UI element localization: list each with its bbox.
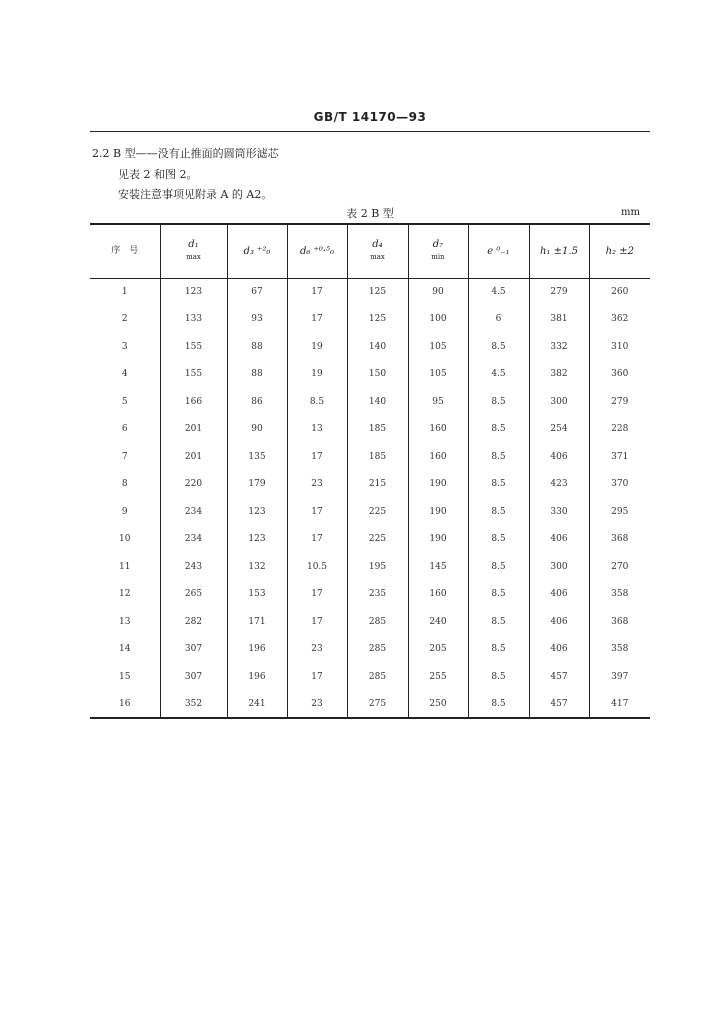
section-heading: 2.2 B 型——没有止推面的圆筒形滤芯 xyxy=(92,147,279,160)
table-unit: mm xyxy=(621,207,640,218)
table-cell: 279 xyxy=(529,278,589,306)
table-cell: 4.5 xyxy=(468,361,529,389)
table-cell: 6 xyxy=(468,306,529,334)
table-cell: 8.5 xyxy=(468,416,529,444)
table-cell: 90 xyxy=(227,416,287,444)
table-row xyxy=(90,471,650,499)
table-cell: 86 xyxy=(227,388,287,416)
row-number-cell: 9 xyxy=(121,506,128,517)
column-header-symbol: h₁ ±1.5 xyxy=(540,245,578,257)
table-cell: 8.5 xyxy=(287,388,347,416)
table-cell: 241 xyxy=(227,691,287,719)
table-cell: 406 xyxy=(529,608,589,636)
table-cell: 145 xyxy=(408,553,468,581)
table-cell: 371 xyxy=(589,443,650,471)
table-cell: 205 xyxy=(408,636,468,664)
table-cell: 19 xyxy=(287,333,347,361)
column-header-qualifier: max xyxy=(370,253,385,262)
table-cell: 8.5 xyxy=(468,691,529,719)
table-cell: 8.5 xyxy=(468,443,529,471)
table-cell: 457 xyxy=(529,691,589,719)
table-cell: 8.5 xyxy=(468,553,529,581)
table-cell: 382 xyxy=(529,361,589,389)
table-row xyxy=(90,333,650,361)
table-cell: 285 xyxy=(347,663,408,691)
table-row xyxy=(90,416,650,444)
row-number-cell: 16 xyxy=(90,691,160,719)
column-header-symbol: 序 号 xyxy=(111,245,139,256)
table-cell: 279 xyxy=(589,388,650,416)
table-cell: 196 xyxy=(227,663,287,691)
table-cell: 17 xyxy=(287,663,347,691)
table-cell: 406 xyxy=(529,581,589,609)
table-cell: 155 xyxy=(160,333,227,361)
table-cell: 140 xyxy=(347,388,408,416)
table-cell: 17 xyxy=(287,498,347,526)
table-cell: 406 xyxy=(529,526,589,554)
table-row xyxy=(90,553,650,581)
table-row xyxy=(90,388,650,416)
column-header-symbol: d₆ ⁺⁰·⁵₀ xyxy=(299,245,335,257)
table-cell: 260 xyxy=(589,278,650,306)
table-cell: 190 xyxy=(408,471,468,499)
table-cell: 352 xyxy=(160,691,227,719)
table-cell: 295 xyxy=(589,498,650,526)
column-header xyxy=(287,224,347,278)
table-cell: 123 xyxy=(227,526,287,554)
table-cell: 255 xyxy=(408,663,468,691)
table-cell: 185 xyxy=(347,416,408,444)
table-cell: 234 xyxy=(160,526,227,554)
table-cell: 225 xyxy=(347,526,408,554)
row-number-cell: 2 xyxy=(121,314,128,325)
table-cell: 17 xyxy=(287,526,347,554)
table-cell: 220 xyxy=(160,471,227,499)
table-cell: 240 xyxy=(408,608,468,636)
table-cell: 155 xyxy=(160,361,227,389)
table-row xyxy=(90,608,650,636)
column-header-symbol: e ⁰₋₁ xyxy=(487,245,510,257)
table-cell: 132 xyxy=(227,553,287,581)
table-cell: 282 xyxy=(160,608,227,636)
row-number-cell: 1 xyxy=(121,287,128,297)
dimension-table xyxy=(90,223,650,719)
header-row xyxy=(90,224,650,278)
column-header xyxy=(347,224,408,278)
table-row xyxy=(90,691,650,719)
column-header xyxy=(468,224,529,278)
row-number-cell: 5 xyxy=(121,396,128,407)
column-header xyxy=(160,224,227,278)
table-cell: 17 xyxy=(287,581,347,609)
table-cell: 8.5 xyxy=(468,498,529,526)
table-cell: 201 xyxy=(160,416,227,444)
table-cell: 105 xyxy=(408,361,468,389)
table-cell: 275 xyxy=(347,691,408,719)
table-cell: 285 xyxy=(347,636,408,664)
table-cell: 8.5 xyxy=(468,663,529,691)
table-header xyxy=(90,224,650,278)
table-row xyxy=(90,498,650,526)
table-cell: 95 xyxy=(408,388,468,416)
table-cell: 330 xyxy=(529,498,589,526)
table-cell: 196 xyxy=(227,636,287,664)
table-cell: 370 xyxy=(589,471,650,499)
table-row xyxy=(90,443,650,471)
table-cell: 140 xyxy=(347,333,408,361)
table-cell: 265 xyxy=(160,581,227,609)
row-number-cell: 6 xyxy=(121,424,128,435)
row-number-cell: 8 xyxy=(121,479,128,490)
column-header xyxy=(529,224,589,278)
table-cell: 133 xyxy=(160,306,227,334)
table-cell: 234 xyxy=(160,498,227,526)
table-cell: 417 xyxy=(589,691,650,719)
table-cell: 88 xyxy=(227,361,287,389)
table-cell: 368 xyxy=(589,608,650,636)
table-caption: 表 2 B 型 xyxy=(346,207,394,220)
table-cell: 8.5 xyxy=(468,608,529,636)
table-cell: 90 xyxy=(408,278,468,306)
column-header-symbol: d₄ xyxy=(372,239,383,251)
column-header-symbol: h₂ ±2 xyxy=(605,245,634,257)
table-cell: 17 xyxy=(287,278,347,306)
table-row xyxy=(90,361,650,389)
table-cell: 185 xyxy=(347,443,408,471)
table-cell: 381 xyxy=(529,306,589,334)
standard-number: GB/T 14170—93 xyxy=(313,110,427,124)
table-cell: 8.5 xyxy=(468,333,529,361)
row-number-cell: 3 xyxy=(121,341,128,352)
table-cell: 13 xyxy=(287,416,347,444)
table-cell: 171 xyxy=(227,608,287,636)
column-header-qualifier: max xyxy=(186,253,201,262)
row-number-cell: 11 xyxy=(119,561,131,572)
row-number-cell: 13 xyxy=(119,616,131,627)
table-cell: 358 xyxy=(589,636,650,664)
row-number-cell: 12 xyxy=(119,589,131,600)
table-cell: 254 xyxy=(529,416,589,444)
table-cell: 307 xyxy=(160,663,227,691)
table-cell: 17 xyxy=(287,443,347,471)
table-cell: 17 xyxy=(287,608,347,636)
table-cell: 166 xyxy=(160,388,227,416)
table-cell: 160 xyxy=(408,443,468,471)
table-cell: 8.5 xyxy=(468,636,529,664)
table-cell: 300 xyxy=(529,388,589,416)
paragraph-reference: 见表 2 和图 2。 xyxy=(118,168,198,181)
table-cell: 285 xyxy=(347,608,408,636)
column-header xyxy=(589,224,650,278)
table-cell: 150 xyxy=(347,361,408,389)
table-cell: 4.5 xyxy=(468,278,529,306)
table-cell: 250 xyxy=(408,691,468,719)
table-cell: 406 xyxy=(529,636,589,664)
column-header xyxy=(408,224,468,278)
row-number-cell: 15 xyxy=(119,671,131,682)
table-cell: 123 xyxy=(227,498,287,526)
table-cell: 8.5 xyxy=(468,471,529,499)
column-header-symbol: d₁ xyxy=(188,239,199,251)
table-cell: 228 xyxy=(589,416,650,444)
table-cell: 10.5 xyxy=(287,553,347,581)
table-cell: 457 xyxy=(529,663,589,691)
paragraph-installation-note: 安装注意事项见附录 A 的 A2。 xyxy=(118,188,273,201)
table-cell: 235 xyxy=(347,581,408,609)
table-cell: 201 xyxy=(160,443,227,471)
table-cell: 93 xyxy=(227,306,287,334)
column-header-symbol: d₃ ⁺²₀ xyxy=(243,245,271,257)
table-cell: 100 xyxy=(408,306,468,334)
table-cell: 362 xyxy=(589,306,650,334)
table-cell: 88 xyxy=(227,333,287,361)
table-cell: 225 xyxy=(347,498,408,526)
table-row xyxy=(90,581,650,609)
table-cell: 368 xyxy=(589,526,650,554)
table-cell: 135 xyxy=(227,443,287,471)
table-cell: 397 xyxy=(589,663,650,691)
table-cell: 190 xyxy=(408,498,468,526)
column-header xyxy=(90,224,160,278)
table-cell: 195 xyxy=(347,553,408,581)
table-cell: 23 xyxy=(287,471,347,499)
row-number-cell: 10 xyxy=(119,534,131,545)
column-header xyxy=(227,224,287,278)
table-cell: 8.5 xyxy=(468,526,529,554)
table-row xyxy=(90,663,650,691)
row-number-cell: 7 xyxy=(121,451,128,462)
table-row xyxy=(90,278,650,306)
table-cell: 179 xyxy=(227,471,287,499)
table-cell: 190 xyxy=(408,526,468,554)
table-cell: 270 xyxy=(589,553,650,581)
column-header-qualifier: min xyxy=(431,253,445,262)
table-cell: 19 xyxy=(287,361,347,389)
table-cell: 215 xyxy=(347,471,408,499)
table-cell: 17 xyxy=(287,306,347,334)
table-cell: 360 xyxy=(589,361,650,389)
table-cell: 153 xyxy=(227,581,287,609)
table-row xyxy=(90,306,650,334)
table-cell: 67 xyxy=(227,278,287,306)
table-body xyxy=(90,278,650,718)
column-header-symbol: d₇ xyxy=(432,239,444,251)
table-cell: 406 xyxy=(529,443,589,471)
table-cell: 123 xyxy=(160,278,227,306)
table-cell: 160 xyxy=(408,581,468,609)
table-cell: 8.5 xyxy=(468,388,529,416)
table-cell: 105 xyxy=(408,333,468,361)
table-cell: 358 xyxy=(589,581,650,609)
table-cell: 125 xyxy=(347,306,408,334)
table-row xyxy=(90,636,650,664)
table-cell: 332 xyxy=(529,333,589,361)
row-number-cell: 4 xyxy=(121,369,128,380)
table-cell: 300 xyxy=(529,553,589,581)
table-cell: 8.5 xyxy=(468,581,529,609)
table-cell: 23 xyxy=(287,636,347,664)
table-cell: 125 xyxy=(347,278,408,306)
table-cell: 23 xyxy=(287,691,347,719)
table-cell: 160 xyxy=(408,416,468,444)
table-cell: 307 xyxy=(160,636,227,664)
table-cell: 310 xyxy=(589,333,650,361)
row-number-cell: 14 xyxy=(119,644,131,655)
table-cell: 243 xyxy=(160,553,227,581)
table-row xyxy=(90,526,650,554)
header-rule xyxy=(90,131,650,132)
table-cell: 423 xyxy=(529,471,589,499)
